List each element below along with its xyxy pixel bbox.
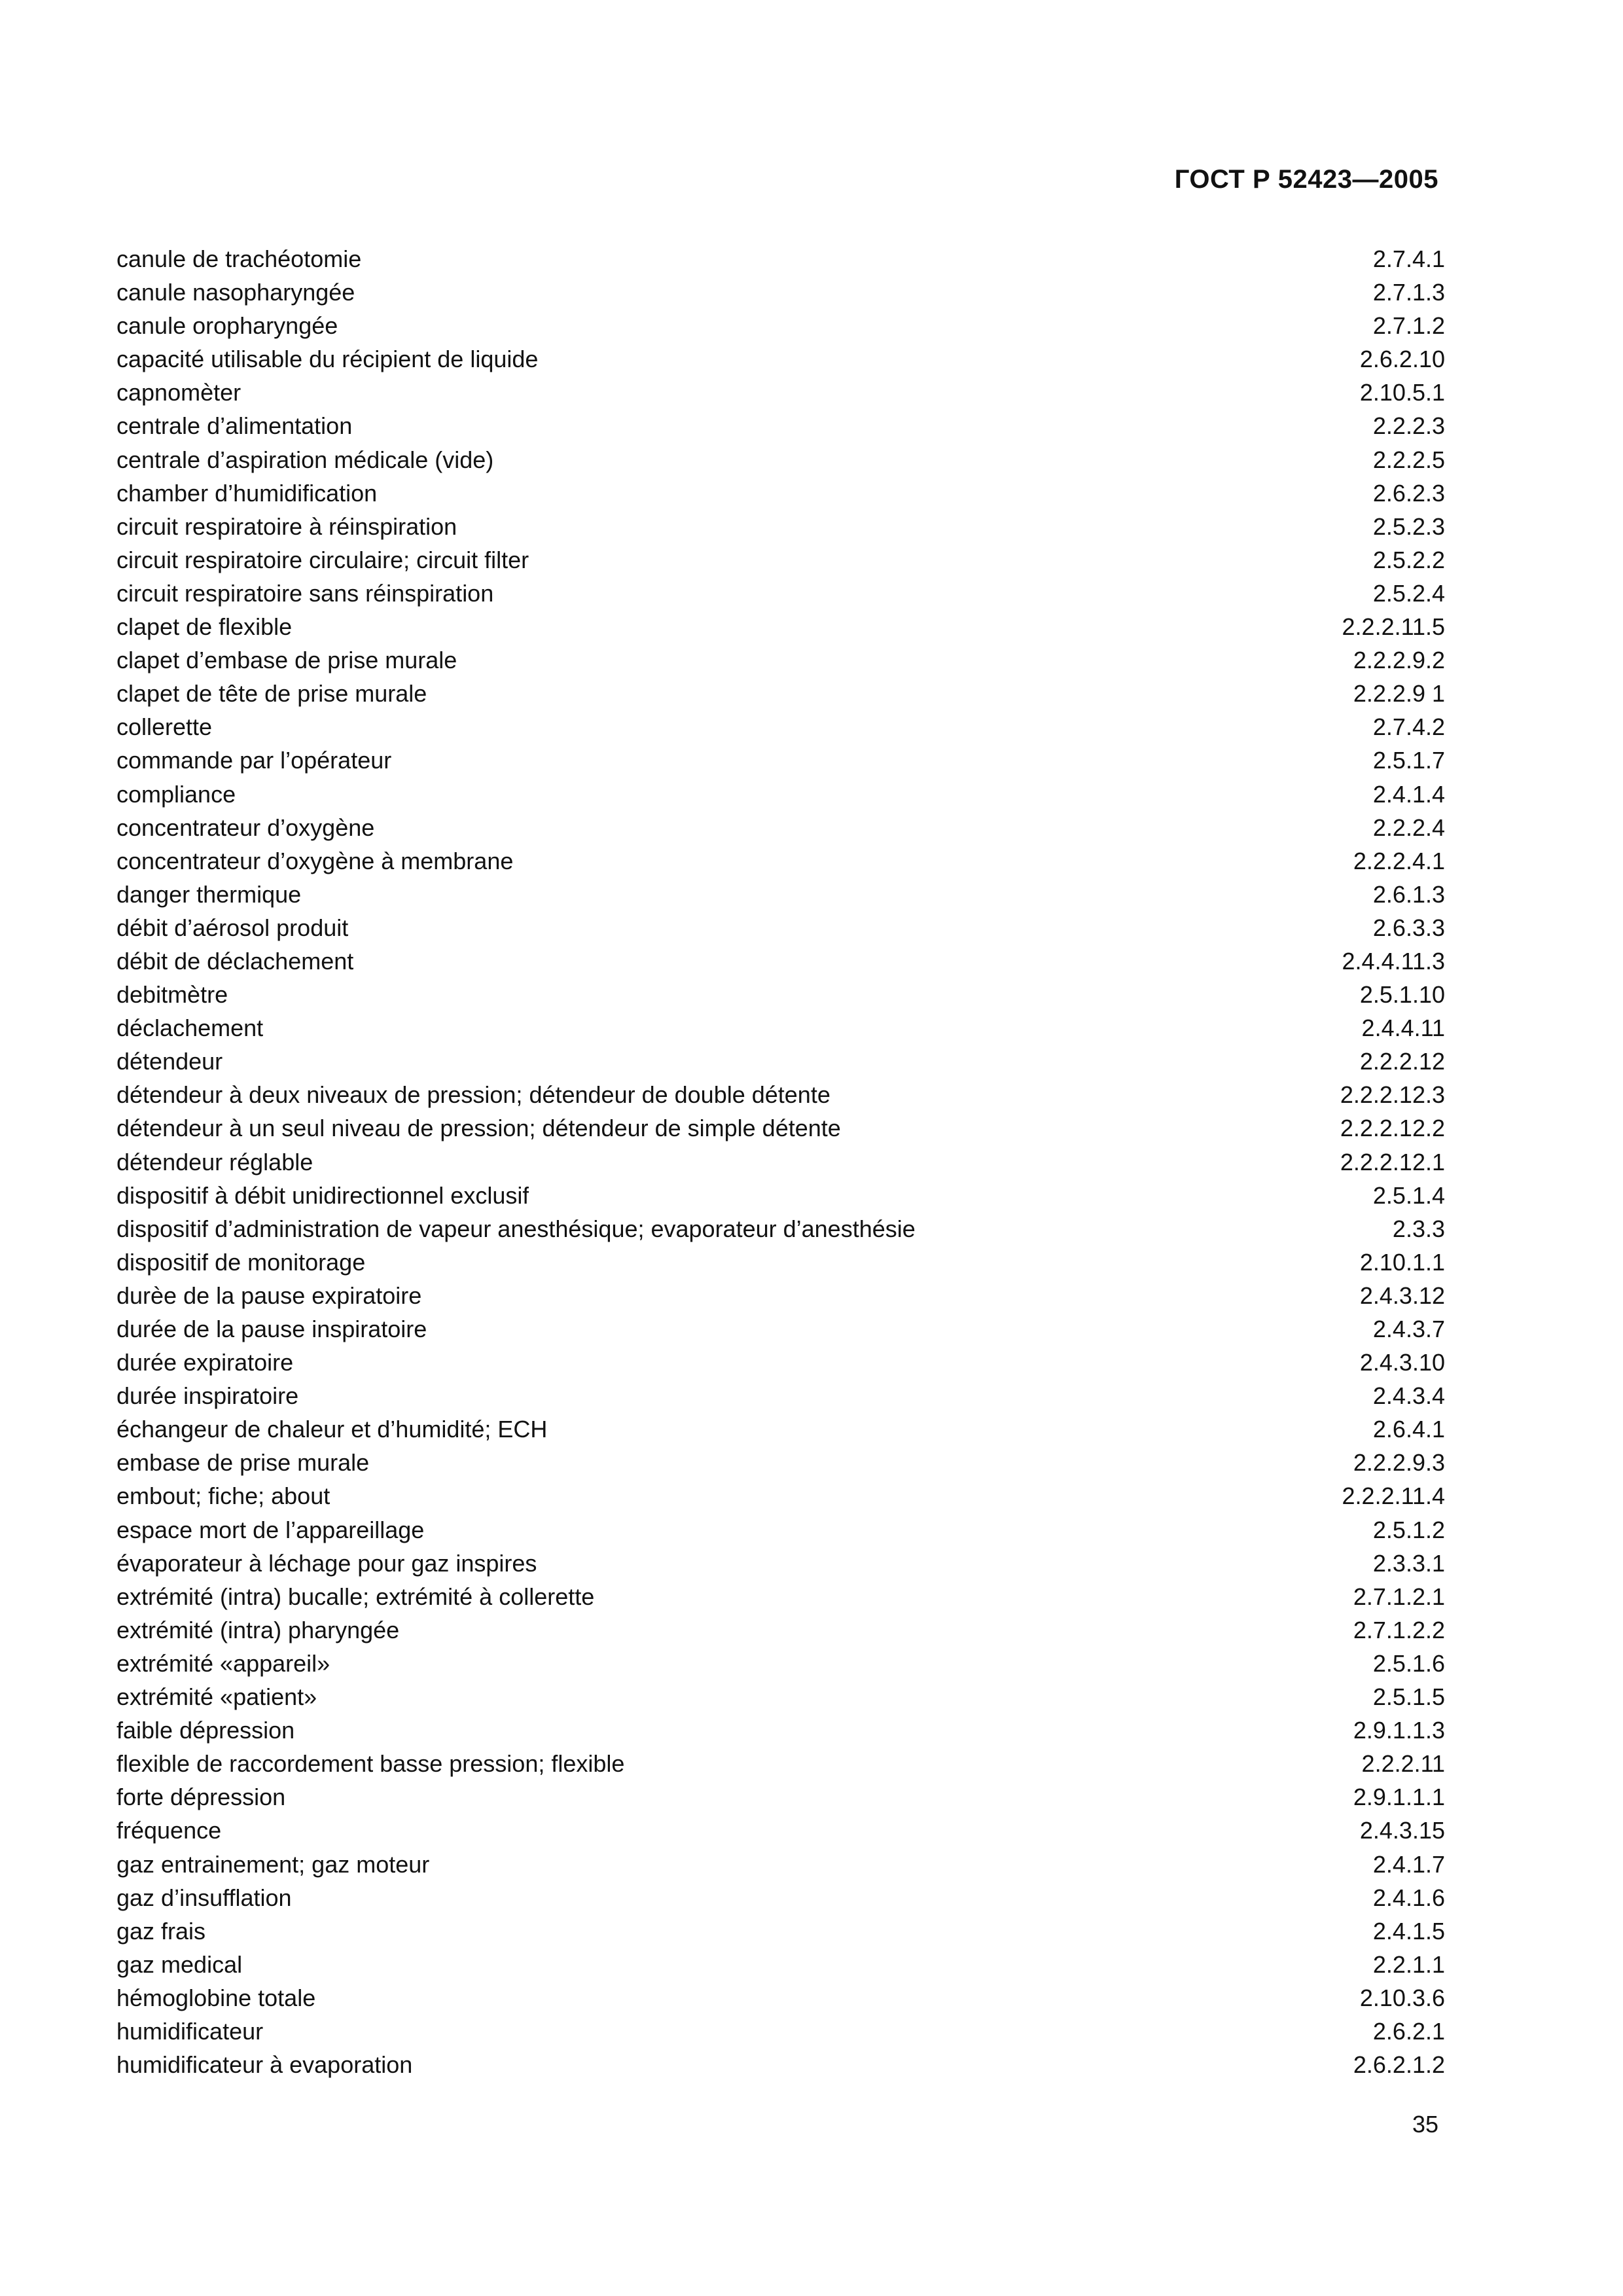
index-reference-number: 2.4.1.6 — [1372, 1884, 1445, 1911]
index-term: danger thermique — [116, 880, 302, 908]
index-reference-number: 2.5.1.10 — [1359, 981, 1445, 1009]
index-entry — [116, 543, 1445, 577]
index-term: durèe de la pause expiratoire — [116, 1282, 422, 1309]
index-term: dispositif à débit unidirectionnel exclusif — [116, 1181, 529, 1209]
index-term: flexible de raccordement basse pression; flexible — [116, 1750, 625, 1778]
index-entry — [116, 2048, 1445, 2081]
index-entry — [116, 476, 1445, 510]
index-entry — [116, 1613, 1445, 1647]
index-term: forte dépression — [116, 1784, 286, 1811]
index-term: collerette — [116, 713, 213, 741]
index-reference-number: 2.4.3.4 — [1372, 1382, 1445, 1410]
index-term: embout; fiche; about — [116, 1482, 330, 1510]
index-term: détendeur réglable — [116, 1148, 313, 1175]
index-entry — [116, 1780, 1445, 1814]
index-term: capnomèter — [116, 379, 241, 406]
index-reference-number: 2.4.1.4 — [1372, 780, 1445, 808]
index-term: dispositif d’administration de vapeur anesthésique; evaporateur d’anesthésie — [116, 1215, 916, 1242]
index-entry — [116, 1680, 1445, 1713]
index-reference-number: 2.2.2.9 1 — [1353, 680, 1445, 708]
index-reference-number: 2.10.5.1 — [1359, 379, 1445, 406]
index-reference-number: 2.2.2.11.5 — [1342, 613, 1445, 641]
index-reference-number: 2.5.1.6 — [1372, 1649, 1445, 1677]
index-term: humidificateur — [116, 2017, 264, 2045]
index-entry — [116, 710, 1445, 744]
index-reference-number: 2.2.2.12 — [1359, 1048, 1445, 1075]
index-term: extrémité (intra) bucalle; extrémité à collerette — [116, 1583, 595, 1610]
index-entry — [116, 309, 1445, 342]
index-entry — [116, 2015, 1445, 2048]
index-reference-number: 2.7.4.2 — [1372, 713, 1445, 741]
page-number: 35 — [1412, 2111, 1438, 2138]
index-entry — [116, 1914, 1445, 1948]
index-reference-number: 2.10.3.6 — [1359, 1984, 1445, 2011]
index-term: circuit respiratoire sans réinspiration — [116, 579, 494, 607]
index-entry — [116, 409, 1445, 442]
index-term: gaz medical — [116, 1950, 243, 1978]
index-reference-number: 2.5.1.2 — [1372, 1516, 1445, 1543]
index-entry — [116, 1379, 1445, 1412]
index-reference-number: 2.2.2.12.3 — [1340, 1081, 1445, 1109]
index-entry — [116, 778, 1445, 811]
index-term: chamber d’humidification — [116, 479, 378, 507]
index-entry — [116, 1111, 1445, 1145]
index-reference-number: 2.2.2.5 — [1372, 446, 1445, 473]
index-entry — [116, 1981, 1445, 2015]
index-reference-number: 2.6.2.1.2 — [1353, 2051, 1445, 2079]
index-entry — [116, 978, 1445, 1011]
index-term: débit d’aérosol produit — [116, 914, 349, 941]
index-entry — [116, 1179, 1445, 1212]
term-index-list — [116, 242, 1445, 2081]
index-reference-number: 2.6.1.3 — [1372, 880, 1445, 908]
index-entry — [116, 1078, 1445, 1111]
index-entry — [116, 342, 1445, 376]
index-term: concentrateur d’oxygène — [116, 814, 375, 841]
index-reference-number: 2.2.2.12.1 — [1340, 1148, 1445, 1175]
index-term: embase de prise murale — [116, 1449, 370, 1477]
index-entry — [116, 677, 1445, 710]
index-term: canule nasopharyngée — [116, 279, 355, 306]
index-entry — [116, 577, 1445, 610]
index-reference-number: 2.9.1.1.1 — [1353, 1784, 1445, 1811]
index-term: centrale d’alimentation — [116, 412, 353, 440]
index-entry — [116, 1948, 1445, 1981]
index-reference-number: 2.4.1.5 — [1372, 1917, 1445, 1945]
index-reference-number: 2.7.4.1 — [1372, 245, 1445, 272]
index-term: circuit respiratoire circulaire; circuit filter — [116, 546, 529, 573]
index-entry — [116, 911, 1445, 944]
index-reference-number: 2.5.2.3 — [1372, 512, 1445, 540]
index-entry — [116, 242, 1445, 276]
index-reference-number: 2.5.1.5 — [1372, 1683, 1445, 1711]
index-entry — [116, 376, 1445, 409]
index-reference-number: 2.3.3 — [1392, 1215, 1445, 1242]
index-reference-number: 2.6.2.10 — [1359, 346, 1445, 373]
index-term: humidificateur à evaporation — [116, 2051, 413, 2079]
index-entry — [116, 1412, 1445, 1446]
index-reference-number: 2.6.4.1 — [1372, 1416, 1445, 1443]
index-reference-number: 2.2.2.4.1 — [1353, 847, 1445, 874]
index-entry — [116, 744, 1445, 777]
index-entry — [116, 1479, 1445, 1513]
index-term: extrémité «patient» — [116, 1683, 317, 1711]
index-entry — [116, 276, 1445, 309]
index-entry — [116, 610, 1445, 643]
index-reference-number: 2.7.1.2.1 — [1353, 1583, 1445, 1610]
index-term: détendeur à deux niveaux de pression; détendeur de double détente — [116, 1081, 830, 1109]
index-term: capacité utilisable du récipient de liquide — [116, 346, 539, 373]
index-term: debitmètre — [116, 981, 228, 1009]
index-reference-number: 2.2.2.4 — [1372, 814, 1445, 841]
index-term: dispositif de monitorage — [116, 1248, 366, 1276]
index-reference-number: 2.2.2.9.2 — [1353, 647, 1445, 674]
index-reference-number: 2.4.4.11 — [1361, 1014, 1445, 1042]
index-reference-number: 2.4.3.10 — [1359, 1349, 1445, 1376]
index-entry — [116, 811, 1445, 844]
index-term: extrémité (intra) pharyngée — [116, 1616, 400, 1643]
index-reference-number: 2.2.1.1 — [1372, 1950, 1445, 1978]
index-reference-number: 2.2.2.12.2 — [1340, 1115, 1445, 1142]
index-reference-number: 2.2.2.11 — [1361, 1750, 1445, 1778]
index-reference-number: 2.6.2.1 — [1372, 2017, 1445, 2045]
index-term: gaz frais — [116, 1917, 206, 1945]
index-entry — [116, 1446, 1445, 1479]
index-reference-number: 2.6.2.3 — [1372, 479, 1445, 507]
index-reference-number: 2.7.1.2.2 — [1353, 1616, 1445, 1643]
index-term: évaporateur à léchage pour gaz inspires — [116, 1549, 537, 1577]
index-entry — [116, 643, 1445, 677]
index-reference-number: 2.6.3.3 — [1372, 914, 1445, 941]
index-reference-number: 2.4.3.12 — [1359, 1282, 1445, 1309]
index-entry — [116, 1212, 1445, 1246]
index-reference-number: 2.3.3.1 — [1372, 1549, 1445, 1577]
index-reference-number: 2.5.2.2 — [1372, 546, 1445, 573]
index-term: clapet de flexible — [116, 613, 293, 641]
index-entry — [116, 844, 1445, 878]
index-term: gaz entrainement; gaz moteur — [116, 1850, 430, 1878]
index-entry — [116, 1647, 1445, 1680]
index-term: espace mort de l’appareillage — [116, 1516, 425, 1543]
index-term: clapet d’embase de prise murale — [116, 647, 457, 674]
index-reference-number: 2.4.3.15 — [1359, 1817, 1445, 1844]
index-entry — [116, 510, 1445, 543]
index-term: durée de la pause inspiratoire — [116, 1316, 427, 1342]
index-reference-number: 2.9.1.1.3 — [1353, 1717, 1445, 1744]
index-entry — [116, 1881, 1445, 1914]
index-term: concentrateur d’oxygène à membrane — [116, 847, 514, 874]
index-reference-number: 2.7.1.3 — [1372, 279, 1445, 306]
index-entry — [116, 878, 1445, 911]
index-term: clapet de tête de prise murale — [116, 680, 427, 708]
index-entry — [116, 1279, 1445, 1312]
index-term: durée expiratoire — [116, 1349, 294, 1376]
index-term: détendeur à un seul niveau de pression; détendeur de simple détente — [116, 1115, 841, 1142]
index-entry — [116, 1346, 1445, 1379]
index-reference-number: 2.10.1.1 — [1359, 1248, 1445, 1276]
index-reference-number: 2.5.1.7 — [1372, 747, 1445, 774]
index-reference-number: 2.5.2.4 — [1372, 579, 1445, 607]
index-entry — [116, 1312, 1445, 1346]
index-term: déclachement — [116, 1014, 264, 1042]
index-term: commande par l’opérateur — [116, 747, 392, 774]
index-entry — [116, 1246, 1445, 1279]
index-term: gaz d’insufflation — [116, 1884, 292, 1911]
index-term: canule oropharyngée — [116, 312, 338, 340]
index-entry — [116, 1547, 1445, 1580]
index-term: circuit respiratoire à réinspiration — [116, 512, 457, 540]
index-reference-number: 2.4.4.11.3 — [1342, 947, 1445, 975]
index-term: faible dépression — [116, 1717, 295, 1744]
index-entry — [116, 443, 1445, 476]
index-entry — [116, 944, 1445, 978]
index-entry — [116, 1045, 1445, 1078]
index-entry — [116, 1011, 1445, 1045]
index-term: centrale d’aspiration médicale (vide) — [116, 446, 494, 473]
index-reference-number: 2.5.1.4 — [1372, 1181, 1445, 1209]
index-entry — [116, 1814, 1445, 1847]
index-reference-number: 2.2.2.11.4 — [1342, 1482, 1445, 1510]
index-reference-number: 2.2.2.3 — [1372, 412, 1445, 440]
index-entry — [116, 1145, 1445, 1179]
index-term: débit de déclachement — [116, 947, 354, 975]
index-entry — [116, 1848, 1445, 1881]
index-term: canule de trachéotomie — [116, 245, 362, 272]
index-term: détendeur — [116, 1048, 223, 1075]
index-entry — [116, 1747, 1445, 1780]
index-reference-number: 2.2.2.9.3 — [1353, 1449, 1445, 1477]
index-reference-number: 2.4.1.7 — [1372, 1850, 1445, 1878]
index-entry — [116, 1513, 1445, 1547]
index-reference-number: 2.4.3.7 — [1372, 1316, 1445, 1342]
index-reference-number: 2.7.1.2 — [1372, 312, 1445, 340]
index-term: échangeur de chaleur et d’humidité; ECH — [116, 1416, 548, 1443]
index-term: durée inspiratoire — [116, 1382, 299, 1410]
index-term: hémoglobine totale — [116, 1984, 316, 2011]
document-code-header: ГОСТ Р 52423—2005 — [1174, 165, 1438, 194]
index-term: extrémité «appareil» — [116, 1649, 330, 1677]
index-term: compliance — [116, 780, 236, 808]
index-term: fréquence — [116, 1817, 222, 1844]
index-entry — [116, 1713, 1445, 1747]
index-entry — [116, 1580, 1445, 1613]
